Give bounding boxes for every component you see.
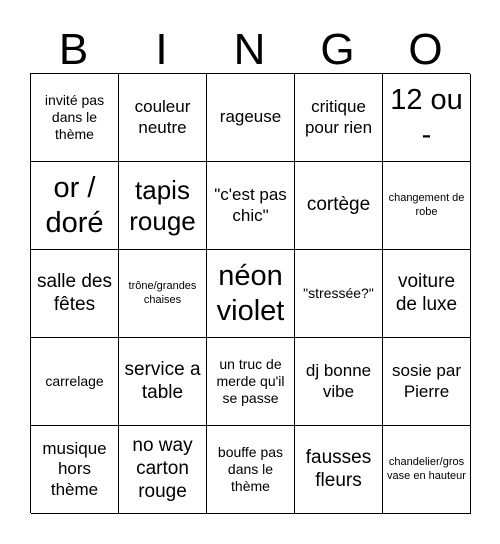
bingo-grid (30, 73, 470, 513)
bingo-cell-r2-c2[interactable]: tapis rouge (119, 162, 207, 250)
bingo-cell-r3-c2[interactable]: trône/grandes chaises (119, 250, 207, 338)
header-letter-g: G (320, 25, 356, 74)
bingo-header (30, 20, 470, 80)
bingo-cell-r4-c2[interactable]: service a table (119, 338, 207, 426)
bingo-cell-r1-c5[interactable]: 12 ou - (383, 74, 471, 162)
bingo-cell-r5-c2[interactable]: no way carton rouge (119, 426, 207, 514)
bingo-cell-r1-c2[interactable]: couleur neutre (119, 74, 207, 162)
bingo-cell-r5-c4[interactable]: fausses fleurs (295, 426, 383, 514)
bingo-cell-r2-c4[interactable]: cortège (295, 162, 383, 250)
bingo-cell-r2-c5[interactable]: changement de robe (383, 162, 471, 250)
bingo-cell-r4-c3[interactable]: un truc de merde qu'il se passe (207, 338, 295, 426)
header-letter-n: N (233, 25, 267, 74)
header-letter-o: O (408, 25, 444, 74)
bingo-cell-r5-c5[interactable]: chandelier/gros vase en hauteur (383, 426, 471, 514)
bingo-cell-r1-c1[interactable]: invité pas dans le thème (31, 74, 119, 162)
bingo-cell-r5-c1[interactable]: musique hors thème (31, 426, 119, 514)
bingo-cell-r1-c4[interactable]: critique pour rien (295, 74, 383, 162)
bingo-cell-r5-c3[interactable]: bouffe pas dans le thème (207, 426, 295, 514)
bingo-cell-r4-c5[interactable]: sosie par Pierre (383, 338, 471, 426)
bingo-cell-r1-c3[interactable]: rageuse (207, 74, 295, 162)
bingo-cell-r3-c5[interactable]: voiture de luxe (383, 250, 471, 338)
bingo-cell-r4-c4[interactable]: dj bonne vibe (295, 338, 383, 426)
bingo-cell-r2-c1[interactable]: or / doré (31, 162, 119, 250)
header-letter-b: B (58, 25, 90, 74)
bingo-cell-r3-c3[interactable]: néon violet (207, 250, 295, 338)
bingo-cell-r2-c3[interactable]: "c'est pas chic" (207, 162, 295, 250)
bingo-cell-r3-c1[interactable]: salle des fêtes (31, 250, 119, 338)
bingo-cell-r4-c1[interactable]: carrelage (31, 338, 119, 426)
bingo-cell-r3-c4[interactable]: "stressée?" (295, 250, 383, 338)
header-letter-i: I (155, 25, 169, 74)
